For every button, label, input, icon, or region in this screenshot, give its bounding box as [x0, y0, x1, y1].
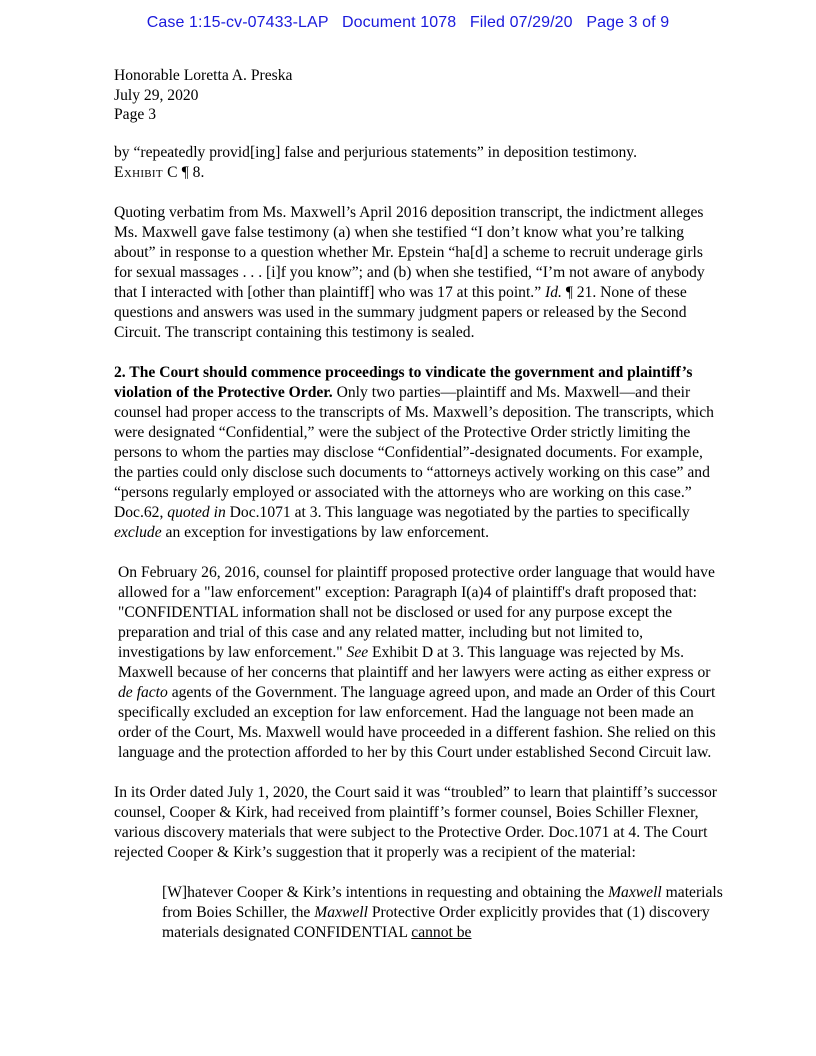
block-quote: [W]hatever Cooper & Kirk’s intentions in requesting and obtaining the Maxwell materials from Boies Schiller, the Maxwell Protective Order explicitly provides that (1) discovery materials designated CONFIDENTIAL cannot be — [162, 883, 723, 941]
page-indicator: Page 3 of 9 — [586, 14, 670, 31]
paragraph-testimony: Quoting verbatim from Ms. Maxwell’s April 2016 deposition transcript, the indictment alleges Ms. Maxwell gave false testimony (a) when she testified “I don’t know what you’re talking about” in response to a question whether Mr. Epstein “ha[d] a scheme to recruit underage girls for sexual massages . . . [i]f you know”; and (b) when she testified, “I’m not aware of anybody that I interacted with [other than plaintiff] who was 17 at this point.” Id. ¶ 21. None of these questions and answers was used in the summary judgment papers or released by the Second Circuit. The transcript containing this testimony is sealed. — [114, 203, 705, 341]
section-heading: 2. The Court should commence proceedings to vindicate the government and plaintiff’s violation of the Protective Order. — [114, 363, 693, 401]
case-number: Case 1:15-cv-07433-LAP — [146, 14, 329, 31]
letter-date: July 29, 2020 — [114, 86, 199, 104]
paragraph-protective-order: 2. The Court should commence proceedings to vindicate the government and plaintiff’s violation of the Protective Order. Only two parties—plaintiff and Ms. Maxwell—and their counsel had proper access to the transcripts of Ms. Maxwell’s deposition. The transcripts, which were designated “Confidential,” were the subject of the Protective Order strictly limiting the persons to whom the parties may disclose “Confidential”-designated documents. For example, the parties could only disclose such documents to “attorneys actively working on this case” and “persons regularly employed or associated with the attorneys who are working on this case.” Doc.62, quoted in Doc.1071 at 3. This language was negotiated by the parties to specifically exclude an exception for investigations by law enforcement. — [114, 363, 714, 541]
id-citation: Id. — [545, 283, 562, 301]
letterhead — [114, 66, 724, 125]
page-label: Page 3 — [114, 106, 157, 123]
paragraph-law-enforcement: On February 26, 2016, counsel for plaintiff proposed protective order language that would have allowed for a "law enforcement" exception: Paragraph I(a)4 of plaintiff's draft proposed that: "CONFIDENTIAL information shall not be disclosed or used for any purpose except the preparation and trial of this case and any related matter, including but not limited to, investigations by law enforcement." See Exhibit D at 3. This language was rejected by Ms. Maxwell because of her concerns that plaintiff and her lawyers were acting as either express or de facto agents of the Government. The language agreed upon, and made an Order of this Court specifically excluded an exception for law enforcement. Had the language not been made an order of the Court, Ms. Maxwell would have proceeded in a different fashion. She relied on this language and the protection afforded to her by this Court under established Second Circuit law. — [118, 563, 716, 761]
addressee: Honorable Loretta A. Preska — [114, 67, 293, 84]
exhibit-reference: Exhibit C — [114, 163, 178, 181]
ecf-header-stamp — [0, 14, 816, 32]
paragraph-continuation: by “repeatedly provid[ing] false and perjurious statements” in deposition testimony. Exhibit C ¶ 8. — [114, 143, 637, 181]
paragraph-court-order: In its Order dated July 1, 2020, the Court said it was “troubled” to learn that plaintiff’s successor counsel, Cooper & Kirk, had received from plaintiff’s former counsel, Boies Schiller Flexner, various discovery materials that were subject to the Protective Order. Doc.1071 at 4. The Court rejected Cooper & Kirk’s suggestion that it properly was a recipient of the material: — [114, 783, 717, 861]
filed-date: Filed 07/29/20 — [469, 14, 573, 31]
letter-page — [114, 66, 724, 943]
underlined-text: cannot be — [411, 923, 472, 941]
document-number: Document 1078 — [341, 14, 457, 31]
